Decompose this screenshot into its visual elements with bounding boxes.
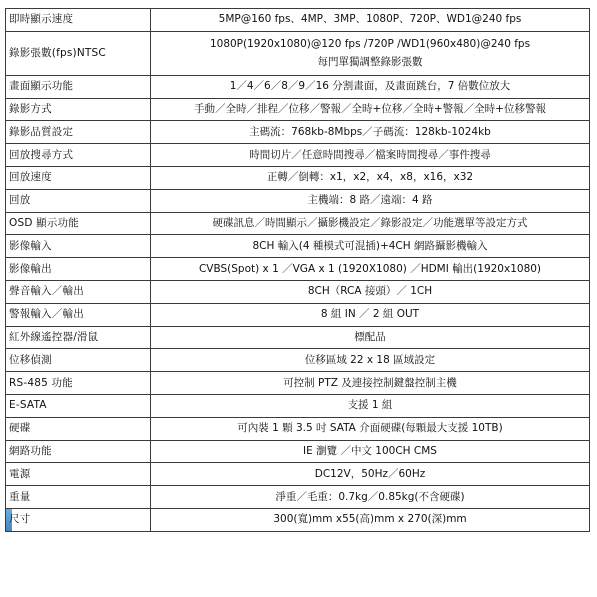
spec-label: 聲音輸入／輸出 <box>6 280 151 303</box>
spec-value-line: 1／4／6／8／9／16 分割畫面，及畫面跳台，7 倍數位放大 <box>229 80 511 93</box>
spec-value-line: 5MP@160 fps、4MP、3MP、1080P、720P、WD1@240 fps <box>218 13 522 26</box>
spec-value-line: 300(寬)mm x55(高)mm x 270(深)mm <box>273 513 467 526</box>
spec-value-line: 支援 1 組 <box>347 399 393 412</box>
spec-value-line: 硬碟訊息／時間顯示／攝影機設定／錄影設定／功能選單等設定方式 <box>212 216 528 229</box>
spec-value-line: 標配品 <box>354 330 386 343</box>
spec-label: E-SATA <box>6 394 151 417</box>
spec-label <box>6 508 151 531</box>
spec-value-line: CVBS(Spot) x 1 ／VGA x 1 (1920X1080) ／HDMI 輸出(1920x1080) <box>198 262 542 275</box>
spec-value <box>151 463 590 486</box>
spec-label: 影像輸出 <box>6 258 151 281</box>
spec-value-line: 可內裝 1 顆 3.5 吋 SATA 介面硬碟(每顆最大支援 10TB) <box>237 422 503 435</box>
spec-label: 錄影方式 <box>6 98 151 121</box>
spec-value-line: 正轉／倒轉：x1，x2，x4，x8，x16，x32 <box>266 171 474 184</box>
spec-label: 影像輸入 <box>6 235 151 258</box>
spec-row <box>6 31 590 75</box>
spec-value <box>151 349 590 372</box>
spec-label: 錄影品質設定 <box>6 121 151 144</box>
spec-row <box>6 189 590 212</box>
spec-label: 回放 <box>6 189 151 212</box>
spec-value-line: DC12V，50Hz／60Hz <box>314 467 426 480</box>
spec-row <box>6 394 590 417</box>
spec-value <box>151 258 590 281</box>
spec-label: 網路功能 <box>6 440 151 463</box>
spec-value <box>151 280 590 303</box>
spec-row <box>6 463 590 486</box>
spec-row <box>6 349 590 372</box>
spec-label: 硬碟 <box>6 417 151 440</box>
spec-value <box>151 166 590 189</box>
spec-label: 即時顯示速度 <box>6 9 151 32</box>
spec-value <box>151 98 590 121</box>
spec-value <box>151 326 590 349</box>
spec-value <box>151 508 590 531</box>
spec-row <box>6 121 590 144</box>
spec-row <box>6 280 590 303</box>
spec-value <box>151 235 590 258</box>
spec-value-line: 位移區域 22 x 18 區域設定 <box>304 353 436 366</box>
spec-value <box>151 440 590 463</box>
spec-value <box>151 31 590 75</box>
spec-value <box>151 189 590 212</box>
spec-table-body <box>6 9 590 532</box>
spec-row <box>6 440 590 463</box>
spec-label: OSD 顯示功能 <box>6 212 151 235</box>
spec-label: 電源 <box>6 463 151 486</box>
spec-value <box>151 75 590 98</box>
spec-row <box>6 212 590 235</box>
spec-row <box>6 9 590 32</box>
spec-value <box>151 9 590 32</box>
spec-value <box>151 372 590 395</box>
spec-value <box>151 486 590 509</box>
spec-row <box>6 98 590 121</box>
spec-row <box>6 144 590 167</box>
spec-row <box>6 75 590 98</box>
spec-row <box>6 417 590 440</box>
spec-row <box>6 258 590 281</box>
spec-row <box>6 486 590 509</box>
spec-value-line: 主碼流：768kb-8Mbps／子碼流：128kb-1024kb <box>249 125 491 138</box>
spec-label: 錄影張數(fps)NTSC <box>6 31 151 75</box>
spec-label-text: 尺寸 <box>9 513 31 526</box>
spec-value <box>151 121 590 144</box>
spec-label: 位移偵測 <box>6 349 151 372</box>
spec-label: 紅外線遙控器/滑鼠 <box>6 326 151 349</box>
spec-value <box>151 417 590 440</box>
spec-label: 警報輸入／輸出 <box>6 303 151 326</box>
spec-row <box>6 166 590 189</box>
spec-row <box>6 235 590 258</box>
spec-value-line: 手動／全時／排程／位移／警報／全時+位移／全時+警報／全時+位移警報 <box>194 102 546 115</box>
spec-value-line: 可控制 PTZ 及連接控制鍵盤控制主機 <box>283 376 457 389</box>
spec-table <box>5 8 590 532</box>
spec-value-line: 淨重／毛重：0.7kg／0.85kg(不含硬碟) <box>275 490 465 503</box>
spec-row <box>6 508 590 531</box>
spec-label: 畫面顯示功能 <box>6 75 151 98</box>
spec-value-line: 每門單獨調整錄影張數 <box>317 55 423 68</box>
spec-label: 重量 <box>6 486 151 509</box>
spec-value-line: 時間切片／任意時間搜尋／檔案時間搜尋／事件搜尋 <box>249 148 491 161</box>
spec-row <box>6 372 590 395</box>
spec-value-line: 8CH 輸入(4 種模式可混插)+4CH 網路攝影機輸入 <box>252 239 488 252</box>
spec-value <box>151 303 590 326</box>
spec-label: 回放搜尋方式 <box>6 144 151 167</box>
spec-row <box>6 303 590 326</box>
spec-value <box>151 394 590 417</box>
spec-value <box>151 212 590 235</box>
spec-value-line: 8CH（RCA 接頭）／ 1CH <box>307 285 433 298</box>
spec-label: 回放速度 <box>6 166 151 189</box>
spec-value-line: 8 組 IN ／ 2 組 OUT <box>320 308 420 321</box>
spec-label: RS-485 功能 <box>6 372 151 395</box>
spec-value-line: 主機端：8 路／遠端：4 路 <box>307 194 433 207</box>
spec-value-line: IE 瀏覽 ／中文 100CH CMS <box>303 444 437 457</box>
spec-row <box>6 326 590 349</box>
spec-value <box>151 144 590 167</box>
spec-value-line: 1080P(1920x1080)@120 fps /720P /WD1(960x480)@240 fps <box>209 37 531 50</box>
